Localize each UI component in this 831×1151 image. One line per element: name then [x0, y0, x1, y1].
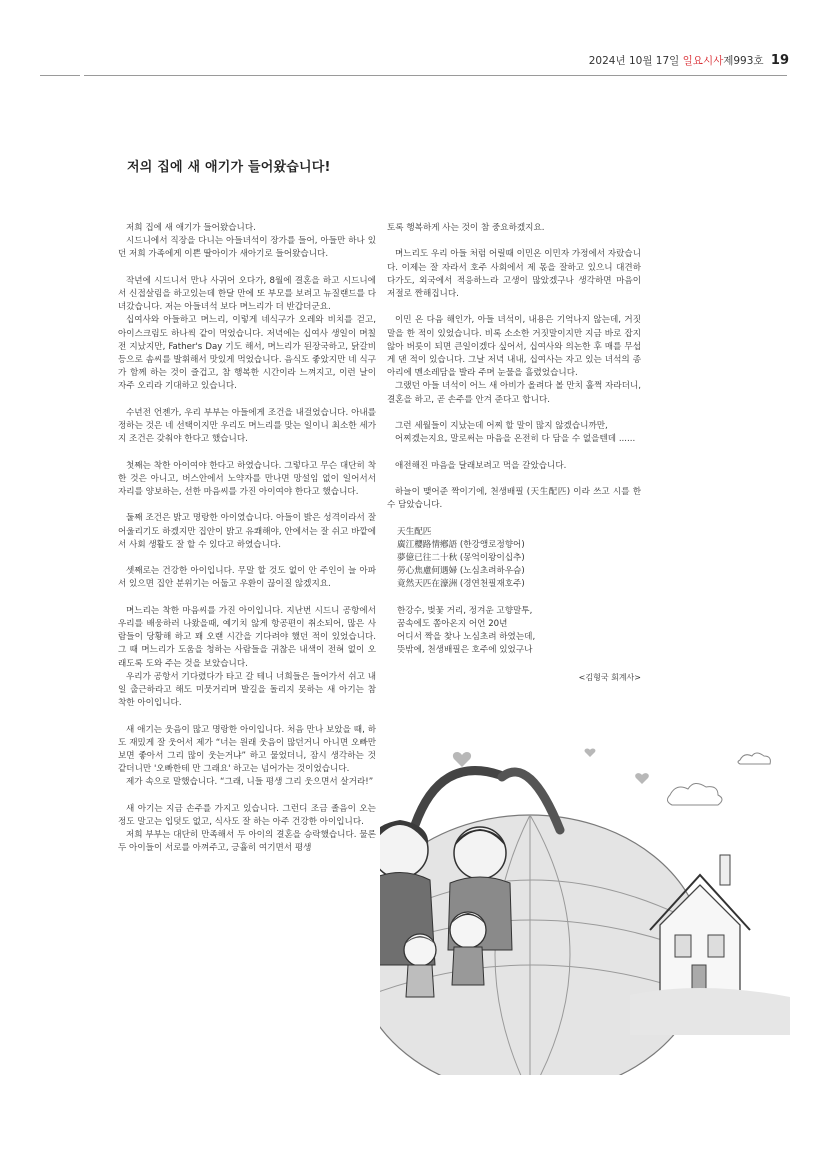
child-figure [450, 912, 486, 985]
poem-line: 天生配匹 [397, 526, 432, 537]
paragraph: 시드니에서 직장을 다니는 아들녀석이 장가를 들어, 아들만 하나 있던 저희 가족에게 이쁜 딸아이가 새아기로 들어왔습니다. [118, 236, 376, 260]
paragraph: 며느리도 우리 아들 처럼 어릴때 이민온 이민자 가정에서 자랐습니다. 이제는 잘 자라서 호주 사회에서 제 몫을 잘하고 있으니 대견하다가도, 외국에서 적응하느라 고생이 많았겠구나 생각하면 마음이 저절로 짠해집니다. [387, 249, 641, 299]
child-figure [404, 934, 436, 997]
poem-line: 꿈속에도 쫌아온지 어언 20년 [397, 618, 508, 629]
paragraph: 하늘이 맺어준 짝이기에, 천생배필 (天生配匹) 이라 쓰고 시를 한 수 담았습니다. [387, 486, 641, 511]
paper-name: 일요시사 [682, 55, 724, 67]
paragraph: 수년전 언젠가, 우리 부부는 아들에게 조건을 내걸었습니다. 아내를 정하는 것은 네 선택이지만 우리도 며느리를 맞는 일이니 최소한 세가지 조건은 갖춰야 한다고 했습니다. [118, 407, 376, 445]
paragraph: 저희 집에 새 애기가 들어왔습니다. [126, 223, 256, 233]
article-title: 저의 집에 새 애기가 들어왔습니다! [127, 160, 331, 175]
paragraph: 새 아기는 지금 손주를 가지고 있습니다. 그런디 조금 졸음이 오는 정도 말고는 입덧도 없고, 식사도 잘 하는 아주 건강한 아이입니다. [118, 803, 376, 828]
arm-drawing [415, 771, 500, 825]
page-folio [589, 53, 789, 68]
header-rule-short [40, 75, 80, 76]
poem-line: 勞心焦慮何遇婦 (노심초려하우슴) [397, 566, 525, 577]
paragraph: 이민 온 다음 해인가, 아들 녀석이, 내용은 기억나지 않는데, 거짓말을 한 적이 있었습니다. 비록 소소한 거짓말이지만 지금 바로 잡지않아 버릇이 되면 큰일이겠다 싶어서, 십여사와 의논한 후 매를 무섭게 댄 적이 있습니다. 그날 저녁 내내, 십여사는 자고 있는 녀석의 종아리에 멘소레담을 발라 주며 눈물을 흘렸었습니다. [387, 315, 641, 379]
poem-line: 竟然天匹在濠洲 (경연천필재호주) [397, 579, 525, 590]
paragraph: 저희 부부는 대단히 만족해서 두 아이의 결혼을 승락했습니다. 물론 두 아이들이 서로를 아껴주고, 긍휼히 여기면서 평생 [118, 830, 376, 854]
issue-date: 2024년 10월 17일 [588, 55, 680, 67]
paragraph: 며느리는 착한 마음씨를 가진 아이입니다. 지난번 시드니 공항에서 우리를 배웅하러 나왔을때, 예기치 않게 항공편이 취소되어, 많은 사람들이 당황해 하고 꽤 오랜 시간을 기다려야 했던 적이 있었습니다. 그 때 며느리가 도움을 청하는 사람들을 귀찮은 내색이 전혀 없이 오래도록 도와 주는 것을 보았습니다. [118, 605, 376, 669]
poem-line: 廣江櫻路情鄕語 (한강앵로정향어) [397, 539, 525, 550]
paragraph: 그랬던 아들 녀석이 어느 새 아비가 올려다 볼 만치 훌쩍 자라더니, 결혼을 하고, 곧 손주를 안겨 준다고 합니다. [387, 381, 641, 405]
poem-line: 뜻밖에, 천생배필은 호주에 있었구나 [397, 645, 533, 656]
paragraph: 작년에 시드니서 만나 사귀어 오다가, 8월에 결혼을 하고 시드니에서 신접살림을 하고있는데 한달 만에 또 부모를 보려고 뉴질랜드를 다녀갔습니다. 저는 아들녀석 보다 며느리가 더 반갑더군요. [118, 275, 376, 313]
article-column-right [387, 222, 641, 684]
poem-korean [387, 605, 641, 658]
paragraph: 그런 세월들이 지났는데 어찌 할 말이 많지 않겠습니까만, [395, 421, 608, 431]
page-number: 19 [770, 53, 789, 68]
heart-decorations [453, 749, 649, 784]
paragraph: 제가 속으로 말했습니다. “그래, 니들 평생 그리 웃으면서 살거라!” [126, 777, 374, 788]
paragraph: 새 애기는 웃음이 많고 명랑한 아이입니다. 처음 만나 보았을 때, 하도 재밌게 잘 웃어서 제가 “너는 원래 웃음이 많던거니 아니면 오빠만 보면 좋아서 그리 많이 웃는거냐” 하고 물었더니, 잠시 생각하는 것 같더니만 '오빠한테 만 그래요' 하고는 넘어가는 것이었습니다. [118, 724, 376, 775]
paragraph: 어찌겠는지요, 말로써는 마음을 온전히 다 담을 수 없을텐데 ...... [395, 434, 636, 445]
article-column-left [118, 222, 376, 856]
cloud-decoration [667, 753, 770, 805]
poem-line: 夢億已往二十秋 (몽억이왕이십추) [397, 552, 525, 563]
paragraph: 애전해진 마음을 달래보려고 먹을 갈았습니다. [395, 460, 567, 471]
poem-line: 한강수, 벚꽃 거리, 정겨운 고향말투, [397, 605, 533, 616]
paragraph: 십여사와 아들하고 며느리, 이렇게 네식구가 오레와 비치를 걷고, 아이스크림도 하나씩 같이 먹었습니다. 저녁에는 십여사 생일이 며칠전 지났지만, Father's Day 기도 해서, 며느리가 된장국하고, 닭갈비 등으로 솜씨를 발휘해서 맛있게 먹었습니다. 음식도 좋았지만 네 식구가 함께 하는 것이 즐겁고, 참 행복한 시간이라 느껴지고, 이런 날이 자주 오리라 기대하고 있습니다. [118, 315, 376, 392]
poem-line: 어디서 짝을 찾나 노심초려 하였는데, [397, 632, 536, 643]
poem-hanja [387, 526, 641, 592]
header-rule [84, 75, 787, 76]
issue-number: 제993호 [723, 55, 764, 67]
paragraph: 토록 행복하게 사는 것이 참 중요하겠지요. [387, 223, 545, 233]
paragraph: 셋째로는 건강한 아이입니다. 무말 할 것도 없이 안 주인이 늘 아파서 있으면 집안 분위기는 어둡고 우환이 끊이질 않겠지요. [118, 566, 376, 590]
family-illustration [380, 735, 790, 1075]
paragraph: 우리가 공항서 기다렸다가 타고 갈 테니 너희들은 들어가서 쉬고 내일 출근하라고 해도 미뭇거리며 발길을 돌리지 못하는 새 아기는 참 착한 아이입니다. [118, 671, 376, 709]
byline: <김형국 회계사> [578, 672, 641, 682]
paragraph: 첫째는 착한 아이여야 한다고 하였습니다. 그렇다고 무슨 대단히 착한 것은 아니고, 버스안에서 노약자를 만나면 망설임 없이 일어서서 자리를 양보하는, 선한 마음씨를 가진 아이여야 한다고 했습니다. [118, 460, 376, 498]
paragraph: 둘째 조건은 밝고 명랑한 아이였습니다. 아들이 밝은 성격이라서 잘 어울리기도 하겠지만 집안이 밝고 유쾌해야, 안에서는 잘 쉬고 바깥에서 사회 생활도 잘 할 수 있다고 하였습니다. [118, 513, 376, 550]
